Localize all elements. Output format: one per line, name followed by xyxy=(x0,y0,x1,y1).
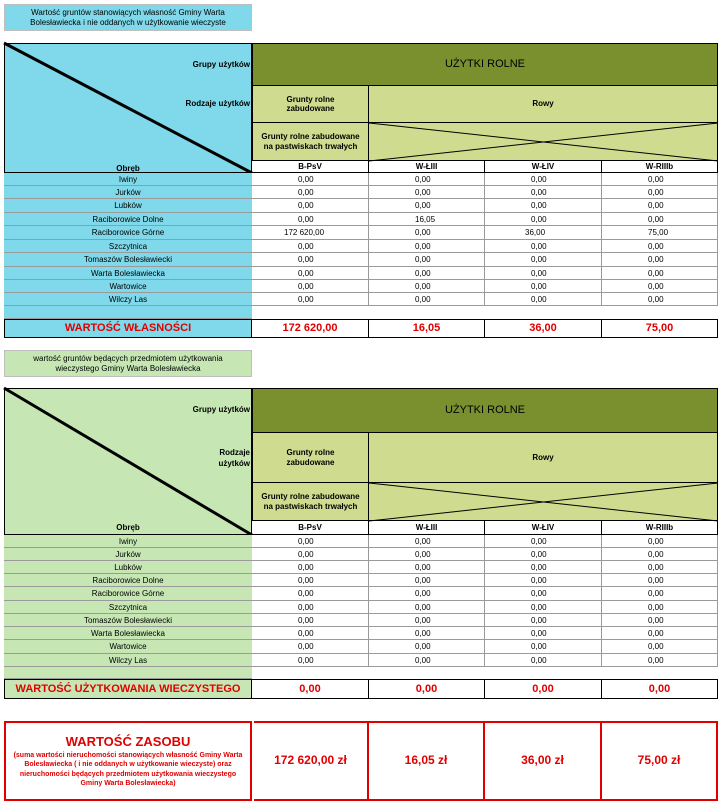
section1-code-1: W-ŁIII xyxy=(369,161,485,173)
section1-row-name-7: Warta Bolesławiecka xyxy=(4,267,252,280)
section2-cell-0-2: 0,00 xyxy=(485,535,602,548)
section2-cell-7-0: 0,00 xyxy=(252,627,369,640)
section2-cell-7-2: 0,00 xyxy=(485,627,602,640)
section2-cell-1-3: 0,00 xyxy=(602,548,718,561)
section1-obreb-label: Obręb xyxy=(116,164,140,173)
section2-cell-5-1: 0,00 xyxy=(369,601,485,614)
section2-col-pasture: Grunty rolne zabudowane na pastwiskach trwałych xyxy=(252,483,369,521)
summary-title: WARTOŚĆ ZASOBU xyxy=(65,734,191,750)
section2-cell-9-0: 0,00 xyxy=(252,654,369,667)
section2-cell-1-2: 0,00 xyxy=(485,548,602,561)
section1-cell-9-0: 0,00 xyxy=(252,293,369,306)
section1-cell-1-2: 0,00 xyxy=(485,186,602,199)
section1-types-label: Rodzaje użytków xyxy=(185,99,250,108)
section1-cell-5-0: 0,00 xyxy=(252,240,369,253)
section1-total-0: 172 620,00 xyxy=(252,319,369,338)
section2-group-header: UŻYTKI ROLNE xyxy=(252,388,718,433)
section2-cell-0-1: 0,00 xyxy=(369,535,485,548)
section2-cell-8-3: 0,00 xyxy=(602,640,718,654)
section1-group-header: UŻYTKI ROLNE xyxy=(252,43,718,86)
section1-cell-5-1: 0,00 xyxy=(369,240,485,253)
section2-spacer-row xyxy=(4,667,252,679)
section2-cell-3-1: 0,00 xyxy=(369,574,485,587)
section1-cell-3-0: 0,00 xyxy=(252,213,369,226)
section1-col-pasture: Grunty rolne zabudowane na pastwiskach trwałych xyxy=(252,123,369,161)
section1-cell-0-0: 0,00 xyxy=(252,173,369,186)
section2-row-name-1: Jurków xyxy=(4,548,252,561)
section2-cell-2-2: 0,00 xyxy=(485,561,602,574)
section2-row-name-3: Raciborowice Dolne xyxy=(4,574,252,587)
section1-cell-2-0: 0,00 xyxy=(252,199,369,213)
section2-cell-1-1: 0,00 xyxy=(369,548,485,561)
section2-cell-8-2: 0,00 xyxy=(485,640,602,654)
section1-cell-6-1: 0,00 xyxy=(369,253,485,267)
section2-code-2: W-ŁIV xyxy=(485,521,602,535)
section1-cell-6-0: 0,00 xyxy=(252,253,369,267)
section1-cell-7-0: 0,00 xyxy=(252,267,369,280)
section1-cell-0-1: 0,00 xyxy=(369,173,485,186)
section1-code-2: W-ŁIV xyxy=(485,161,602,173)
section2-obreb-label: Obręb xyxy=(116,523,140,532)
section1-cell-0-2: 0,00 xyxy=(485,173,602,186)
section1-code-3: W-RIIIb xyxy=(602,161,718,173)
section1-cell-6-3: 0,00 xyxy=(602,253,718,267)
section2-cell-4-0: 0,00 xyxy=(252,587,369,601)
section1-title: Wartość gruntów stanowiących własność Gminy Warta Bolesławiecka i nie oddanych w użytkowanie wieczyste xyxy=(30,8,226,27)
section1-row-name-2: Lubków xyxy=(4,199,252,213)
section2-code-3: W-RIIIb xyxy=(602,521,718,535)
section2-cell-5-2: 0,00 xyxy=(485,601,602,614)
summary-total-3: 75,00 zł xyxy=(602,721,718,801)
section1-row-name-4: Raciborowice Górne xyxy=(4,226,252,240)
section2-cell-6-0: 0,00 xyxy=(252,614,369,627)
section1-cell-7-2: 0,00 xyxy=(485,267,602,280)
section2-cell-6-2: 0,00 xyxy=(485,614,602,627)
section2-cell-1-0: 0,00 xyxy=(252,548,369,561)
section2-cell-8-0: 0,00 xyxy=(252,640,369,654)
section1-total-1: 16,05 xyxy=(369,319,485,338)
section2-cell-5-0: 0,00 xyxy=(252,601,369,614)
section1-cell-8-2: 0,00 xyxy=(485,280,602,293)
section2-total-1: 0,00 xyxy=(369,679,485,699)
section2-row-name-7: Warta Bolesławiecka xyxy=(4,627,252,640)
section1-row-name-6: Tomaszów Bolesławiecki xyxy=(4,253,252,267)
summary-subtitle: (suma wartości nieruchomości stanowiących własność Gminy Warta Bolesławiecka ( i nie oddanych w użytkowanie wieczyste) oraz nieruchomości będących przedmiotem użytkowania wieczystego Gminy Warta Bolesławiecka) xyxy=(13,752,243,787)
section1-cell-6-2: 0,00 xyxy=(485,253,602,267)
section1-col-built: Grunty rolne zabudowane xyxy=(252,86,369,123)
section2-cell-2-0: 0,00 xyxy=(252,561,369,574)
section2-cell-7-3: 0,00 xyxy=(602,627,718,640)
summary-total-1: 16,05 zł xyxy=(369,721,485,801)
section2-row-name-2: Lubków xyxy=(4,561,252,574)
section1-col-ditches: Rowy xyxy=(369,86,718,123)
section2-row-name-9: Wilczy Las xyxy=(4,654,252,667)
section1-total-3: 75,00 xyxy=(602,319,718,338)
section2-row-name-6: Tomaszów Bolesławiecki xyxy=(4,614,252,627)
section1-cell-3-2: 0,00 xyxy=(485,213,602,226)
summary-label-box xyxy=(4,721,252,801)
section2-cell-4-2: 0,00 xyxy=(485,587,602,601)
section2-cell-9-1: 0,00 xyxy=(369,654,485,667)
section2-row-name-5: Szczytnica xyxy=(4,601,252,614)
section1-cell-4-3: 75,00 xyxy=(602,226,718,240)
section1-cell-1-0: 0,00 xyxy=(252,186,369,199)
section2-cell-4-3: 0,00 xyxy=(602,587,718,601)
section2-code-1: W-ŁIII xyxy=(369,521,485,535)
section2-cell-3-3: 0,00 xyxy=(602,574,718,587)
section2-cell-9-3: 0,00 xyxy=(602,654,718,667)
section1-cell-9-1: 0,00 xyxy=(369,293,485,306)
section2-total-label: WARTOŚĆ UŻYTKOWANIA WIECZYSTEGO xyxy=(4,679,252,699)
section1-cell-9-3: 0,00 xyxy=(602,293,718,306)
section2-cell-9-2: 0,00 xyxy=(485,654,602,667)
section2-types-label: Rodzaje użytków xyxy=(218,448,250,469)
section1-row-name-8: Wartowice xyxy=(4,280,252,293)
section1-cell-2-1: 0,00 xyxy=(369,199,485,213)
section1-cell-8-0: 0,00 xyxy=(252,280,369,293)
section1-total-label: WARTOŚĆ WŁASNOŚCI xyxy=(4,319,252,338)
section2-total-0: 0,00 xyxy=(252,679,369,699)
section2-cell-7-1: 0,00 xyxy=(369,627,485,640)
section1-row-name-9: Wilczy Las xyxy=(4,293,252,306)
section1-cell-1-3: 0,00 xyxy=(602,186,718,199)
section2-row-name-0: Iwiny xyxy=(4,535,252,548)
section2-title: wartość gruntów będących przedmiotem użytkowania wieczystego Gminy Warta Bolesławiecka xyxy=(33,354,223,373)
section2-cell-2-1: 0,00 xyxy=(369,561,485,574)
section2-total-2: 0,00 xyxy=(485,679,602,699)
section1-cell-3-3: 0,00 xyxy=(602,213,718,226)
section2-code-0: B-PsV xyxy=(252,521,369,535)
section2-cell-3-0: 0,00 xyxy=(252,574,369,587)
section2-cell-2-3: 0,00 xyxy=(602,561,718,574)
section2-cell-6-3: 0,00 xyxy=(602,614,718,627)
section2-row-name-8: Wartowice xyxy=(4,640,252,654)
section2-col-ditches: Rowy xyxy=(369,433,718,483)
section1-cell-4-2: 36,00 xyxy=(485,226,602,240)
section2-total-3: 0,00 xyxy=(602,679,718,699)
section1-cell-5-3: 0,00 xyxy=(602,240,718,253)
section2-cell-8-1: 0,00 xyxy=(369,640,485,654)
section2-row-name-4: Raciborowice Górne xyxy=(4,587,252,601)
section1-cell-5-2: 0,00 xyxy=(485,240,602,253)
section1-cell-0-3: 0,00 xyxy=(602,173,718,186)
section1-code-0: B-PsV xyxy=(252,161,369,173)
section1-cell-8-1: 0,00 xyxy=(369,280,485,293)
section2-cell-3-2: 0,00 xyxy=(485,574,602,587)
section1-total-2: 36,00 xyxy=(485,319,602,338)
section1-cell-9-2: 0,00 xyxy=(485,293,602,306)
section2-cell-5-3: 0,00 xyxy=(602,601,718,614)
section1-row-name-5: Szczytnica xyxy=(4,240,252,253)
section2-cell-0-3: 0,00 xyxy=(602,535,718,548)
section2-col-built: Grunty rolne zabudowane xyxy=(252,433,369,483)
section1-cell-8-3: 0,00 xyxy=(602,280,718,293)
section1-groups-label: Grupy użytków xyxy=(192,60,250,69)
section1-cell-4-0: 172 620,00 xyxy=(252,226,369,240)
summary-total-2: 36,00 zł xyxy=(485,721,602,801)
section2-groups-label: Grupy użytków xyxy=(192,405,250,414)
section1-cell-3-1: 16,05 xyxy=(369,213,485,226)
section1-cell-7-1: 0,00 xyxy=(369,267,485,280)
section2-cell-0-0: 0,00 xyxy=(252,535,369,548)
section1-cell-7-3: 0,00 xyxy=(602,267,718,280)
section2-cell-6-1: 0,00 xyxy=(369,614,485,627)
summary-total-0: 172 620,00 zł xyxy=(254,721,369,801)
section2-cell-4-1: 0,00 xyxy=(369,587,485,601)
section1-row-name-0: Iwiny xyxy=(4,173,252,186)
section1-cell-1-1: 0,00 xyxy=(369,186,485,199)
section1-cell-2-3: 0,00 xyxy=(602,199,718,213)
section1-row-name-1: Jurków xyxy=(4,186,252,199)
section1-row-name-3: Raciborowice Dolne xyxy=(4,213,252,226)
section1-cell-2-2: 0,00 xyxy=(485,199,602,213)
section1-cell-4-1: 0,00 xyxy=(369,226,485,240)
